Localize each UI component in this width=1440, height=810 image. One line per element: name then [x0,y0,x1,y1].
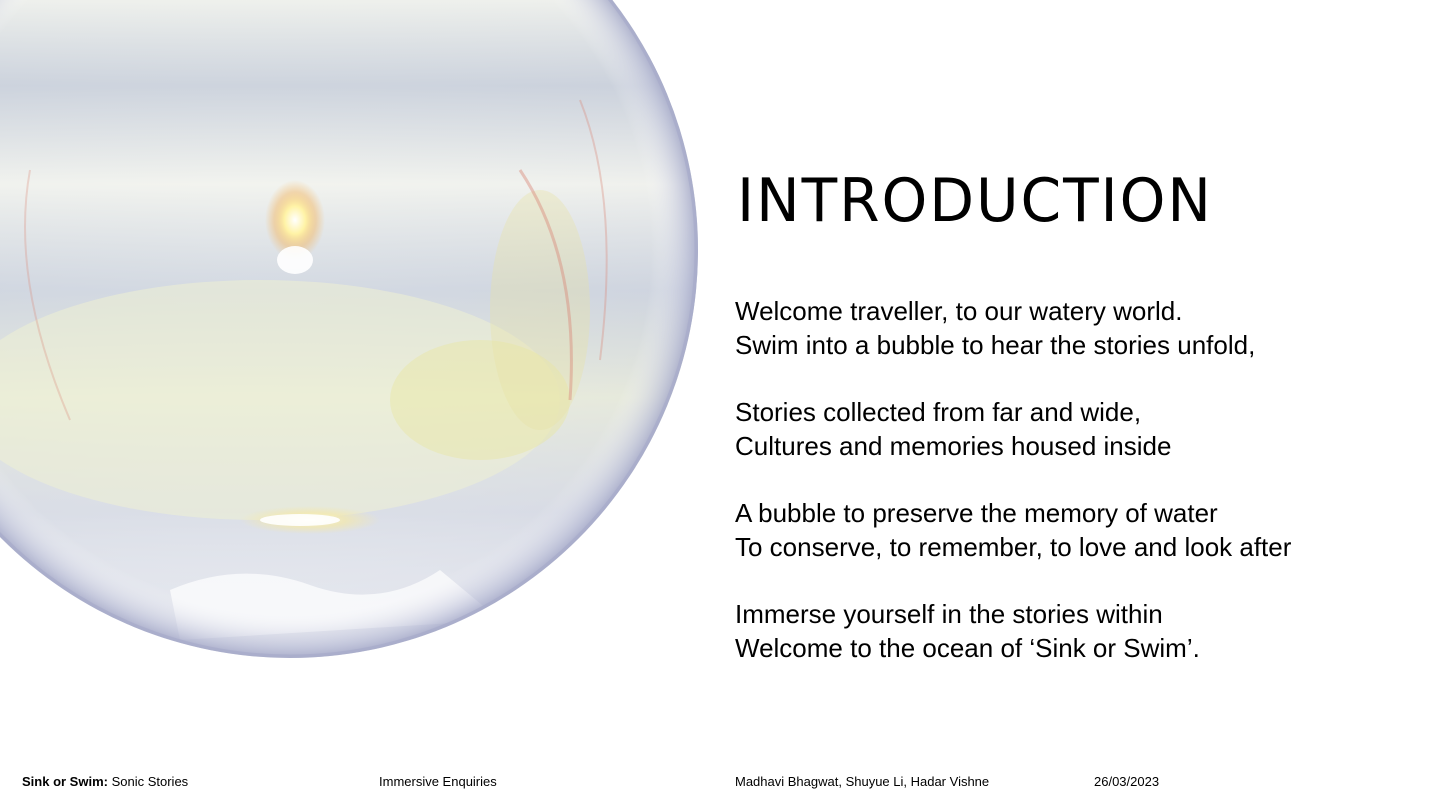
poem-line: Immerse yourself in the stories within [735,599,1163,630]
poem-stanza [735,396,1395,463]
footer-project [22,773,188,791]
soap-bubble-image [0,0,700,660]
poem-line: Cultures and memories housed inside [735,430,1172,461]
poem-line: Welcome traveller, to our watery world. [735,296,1183,326]
poem-line: To conserve, to remember, to love and look after [735,531,1292,562]
poem-body [735,295,1395,666]
footer-project-subtitle: Sonic Stories [107,774,189,789]
poem-line: Swim into a bubble to hear the stories unfold, [735,329,1256,360]
poem-line: Stories collected from far and wide, [735,397,1142,428]
poem-line: Welcome to the ocean of ‘Sink or Swim’. [735,632,1200,663]
poem-line: A bubble to preserve the memory of water [735,498,1218,529]
slide-footer [0,773,1440,791]
poem-stanza [735,295,1395,362]
footer-date: 26/03/2023 [1094,774,1160,789]
footer-authors: Madhavi Bhagwat, Shuyue Li, Hadar Vishne [735,774,990,789]
footer-course: Immersive Enquiries [379,774,497,789]
footer-project-name: Sink or Swim: [22,774,108,789]
page-title: INTRODUCTION [737,166,1213,236]
poem-stanza [735,497,1395,564]
poem-stanza [735,598,1395,665]
